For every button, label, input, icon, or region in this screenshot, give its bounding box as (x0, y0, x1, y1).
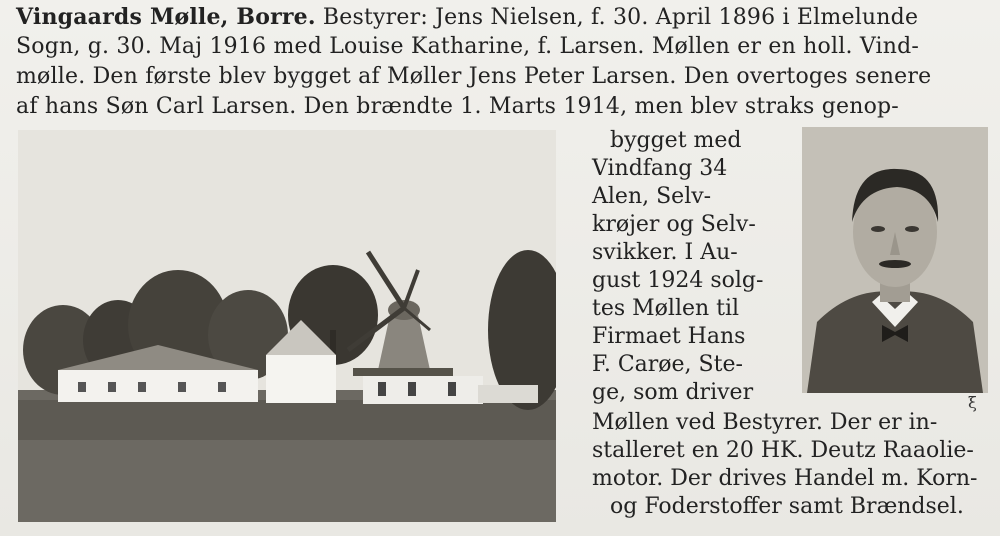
windmill-photo (18, 130, 556, 522)
column-line-1: bygget med (610, 128, 742, 153)
column-line-9: F. Carøe, Ste- (592, 352, 743, 377)
text-line-4: af hans Søn Carl Larsen. Den brændte 1. Marts 1914, men blev straks genop- (16, 94, 899, 119)
bottom-line-4: og Foderstoffer samt Brændsel. (610, 494, 964, 519)
text-line-3: mølle. Den første blev bygget af Møller Jens Peter Larsen. Den overtoges senere (16, 64, 932, 89)
bottom-line-3: motor. Der drives Handel m. Korn- (592, 466, 978, 491)
column-line-4: krøjer og Selv- (592, 212, 756, 237)
text-line-1-content: Bestyrer: Jens Nielsen, f. 30. April 1896 i Elmelunde (322, 5, 919, 30)
column-line-7: tes Møllen til (592, 296, 740, 321)
text-line-2: Sogn, g. 30. Maj 1916 med Louise Katharine, f. Larsen. Møllen er en holl. Vind- (16, 34, 920, 59)
column-line-6: gust 1924 solg- (592, 268, 764, 293)
column-line-5: svikker. I Au- (592, 240, 738, 265)
bottom-line-1: Møllen ved Bestyrer. Der er in- (592, 410, 938, 435)
column-line-8: Firmaet Hans (592, 324, 746, 349)
article-heading: Vingaards Mølle, Borre. (16, 4, 316, 30)
bottom-line-2: stalleret en 20 HK. Deutz Raaolie- (592, 438, 974, 463)
portrait-photo (802, 127, 988, 393)
column-line-10: ge, som driver (592, 380, 754, 405)
column-line-2: Vindfang 34 (592, 156, 728, 181)
text-line-1 (16, 4, 918, 31)
column-line-3: Alen, Selv- (592, 184, 712, 209)
printer-mark: ξ (968, 393, 977, 412)
